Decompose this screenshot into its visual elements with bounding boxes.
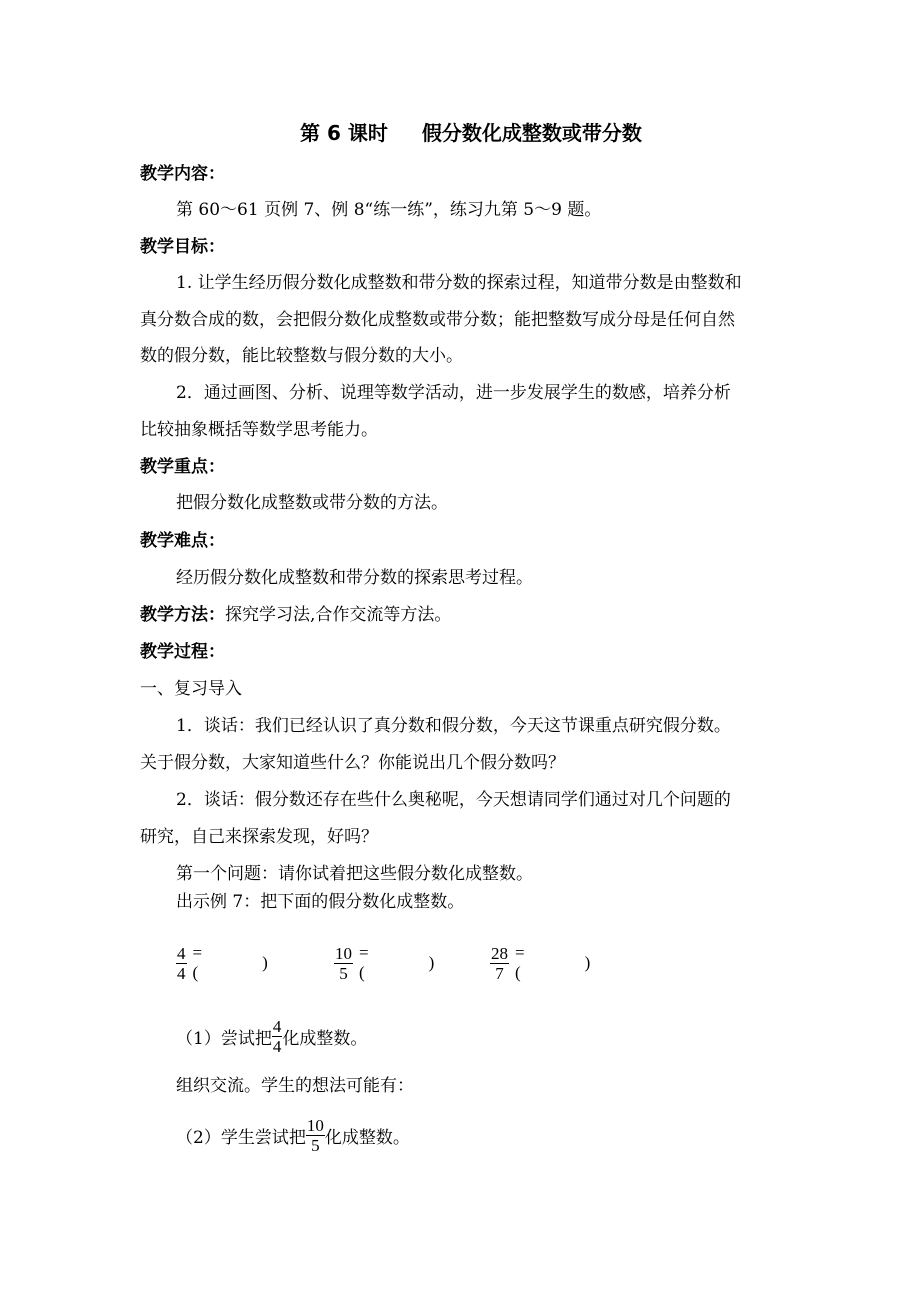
- goal2-line1: 2．通过画图、分析、说理等数学活动，进一步发展学生的数感，培养分析: [176, 383, 731, 403]
- equals-open: = (: [515, 943, 525, 982]
- fraction: [306, 1116, 325, 1155]
- numerator: 4: [272, 1016, 282, 1036]
- close-paren: ): [428, 953, 435, 972]
- method-label: 教学方法：: [140, 605, 225, 625]
- talk1-line1: 1．谈话：我们已经认识了真分数和假分数，今天这节课重点研究假分数。: [176, 716, 731, 736]
- example7: 出示例 7：把下面的假分数化成整数。: [176, 892, 465, 912]
- talk2-line2: 研究，自己来探索发现，好吗？: [140, 827, 378, 847]
- goals-label: 教学目标：: [140, 237, 225, 257]
- step2-line: [176, 1113, 410, 1157]
- exchange-text: 组织交流。学生的想法可能有：: [176, 1076, 414, 1096]
- equals-open: = (: [359, 943, 369, 982]
- fraction: [490, 944, 509, 983]
- lesson-number: 第 6 课时: [300, 121, 388, 145]
- step1-prefix: （1）尝试把: [176, 1028, 272, 1049]
- numerator: 28: [491, 943, 508, 963]
- numerator: 10: [335, 943, 352, 963]
- denominator: 7: [495, 963, 504, 983]
- denominator: 4: [177, 963, 186, 983]
- fraction: [272, 1017, 283, 1056]
- fraction-equation-3: [490, 940, 590, 986]
- content-text: 第 60～61 页例 7、例 8“练一练”，练习九第 5～9 题。: [176, 200, 602, 220]
- fraction-equation-2: [334, 940, 434, 986]
- fraction: [334, 944, 353, 983]
- difficulty-text: 经历假分数化成整数和带分数的探索思考过程。: [176, 568, 533, 588]
- talk2-line1: 2．谈话：假分数还存在些什么奥秘呢，今天想请同学们通过对几个问题的: [176, 790, 731, 810]
- part1-heading: 一、复习导入: [140, 679, 242, 699]
- method-row: [140, 604, 451, 626]
- step2-prefix: （2）学生尝试把: [176, 1127, 306, 1148]
- goal1-line1: 1. 让学生经历假分数化成整数和带分数的探索过程，知道带分数是由整数和: [176, 273, 742, 293]
- page-title: [300, 120, 642, 146]
- process-label: 教学过程：: [140, 642, 225, 662]
- method-text: 探究学习法,合作交流等方法。: [225, 605, 452, 625]
- focus-label: 教学重点：: [140, 457, 225, 477]
- close-paren: ): [262, 953, 268, 972]
- denominator: 5: [311, 1135, 320, 1155]
- denominator: 4: [272, 1036, 282, 1056]
- question1: 第一个问题：请你试着把这些假分数化成整数。: [176, 864, 533, 884]
- fraction: [176, 944, 187, 983]
- step1-line: [176, 1014, 367, 1058]
- talk1-line2: 关于假分数，大家知道些什么？你能说出几个假分数吗？: [140, 753, 565, 773]
- goal1-line3: 数的假分数，能比较整数与假分数的大小。: [140, 346, 463, 366]
- difficulty-label: 教学难点：: [140, 531, 225, 551]
- focus-text: 把假分数化成整数或带分数的方法。: [176, 493, 448, 513]
- content-label: 教学内容：: [140, 164, 225, 184]
- equals-open: = (: [192, 943, 203, 982]
- numerator: 4: [177, 943, 186, 963]
- step2-suffix: 化成整数。: [324, 1127, 410, 1148]
- goal2-line2: 比较抽象概括等数学思考能力。: [140, 420, 378, 440]
- close-paren: ): [584, 953, 591, 972]
- step1-suffix: 化成整数。: [282, 1028, 368, 1049]
- numerator: 10: [306, 1115, 324, 1135]
- denominator: 5: [339, 963, 348, 983]
- fraction-equation-1: [176, 940, 268, 986]
- goal1-line2: 真分数合成的数，会把假分数化成整数或带分数；能把整数写成分母是任何自然: [140, 310, 735, 330]
- lesson-topic: 假分数化成整数或带分数: [421, 121, 642, 145]
